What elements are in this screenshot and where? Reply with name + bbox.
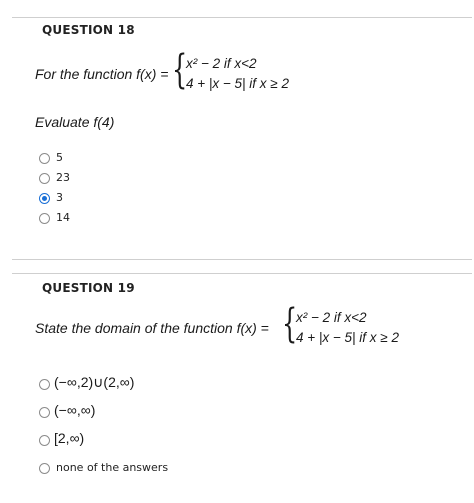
question-18-option-3-radio[interactable] [39, 193, 50, 204]
top-divider [12, 17, 472, 18]
question-18-option-1-label: 5 [56, 151, 63, 164]
question-19-option-1-label: (−∞,2)∪(2,∞) [54, 374, 135, 390]
question-19-option-2-label: (−∞,∞) [54, 402, 96, 418]
question-19-option-3-label: [2,∞) [54, 430, 85, 446]
question-divider-2 [12, 273, 472, 274]
question-18-piece-1: x² − 2 if x<2 [186, 56, 257, 71]
question-18-stem: For the function f(x) = [35, 66, 169, 82]
question-divider [12, 259, 472, 260]
question-19-option-1-radio[interactable] [39, 379, 50, 390]
question-18-option-3-label: 3 [56, 191, 63, 204]
question-18-option-4-radio[interactable] [39, 213, 50, 224]
question-19-option-4-label: none of the answers [56, 461, 169, 474]
question-19-piece-2: 4 + |x − 5| if x ≥ 2 [296, 330, 399, 345]
question-18-option-4-label: 14 [56, 211, 70, 224]
question-18-piecewise [172, 47, 312, 94]
question-18-prompt: Evaluate f(4) [35, 114, 115, 130]
question-18-option-2-radio[interactable] [39, 173, 50, 184]
question-19-option-3-radio[interactable] [39, 435, 50, 446]
question-19-stem: State the domain of the function f(x) = [35, 320, 269, 336]
question-19-option-4-radio[interactable] [39, 463, 50, 474]
question-19-piecewise [282, 301, 442, 348]
question-19-option-2-radio[interactable] [39, 407, 50, 418]
question-18-option-2-label: 23 [56, 171, 70, 184]
question-18-heading: QUESTION 18 [42, 23, 135, 37]
question-19-heading: QUESTION 19 [42, 281, 135, 295]
question-19-piece-1: x² − 2 if x<2 [296, 310, 367, 325]
left-brace: { [282, 301, 298, 347]
question-18-piece-2: 4 + |x − 5| if x ≥ 2 [186, 76, 289, 91]
left-brace: { [172, 47, 188, 93]
question-18-option-1-radio[interactable] [39, 153, 50, 164]
